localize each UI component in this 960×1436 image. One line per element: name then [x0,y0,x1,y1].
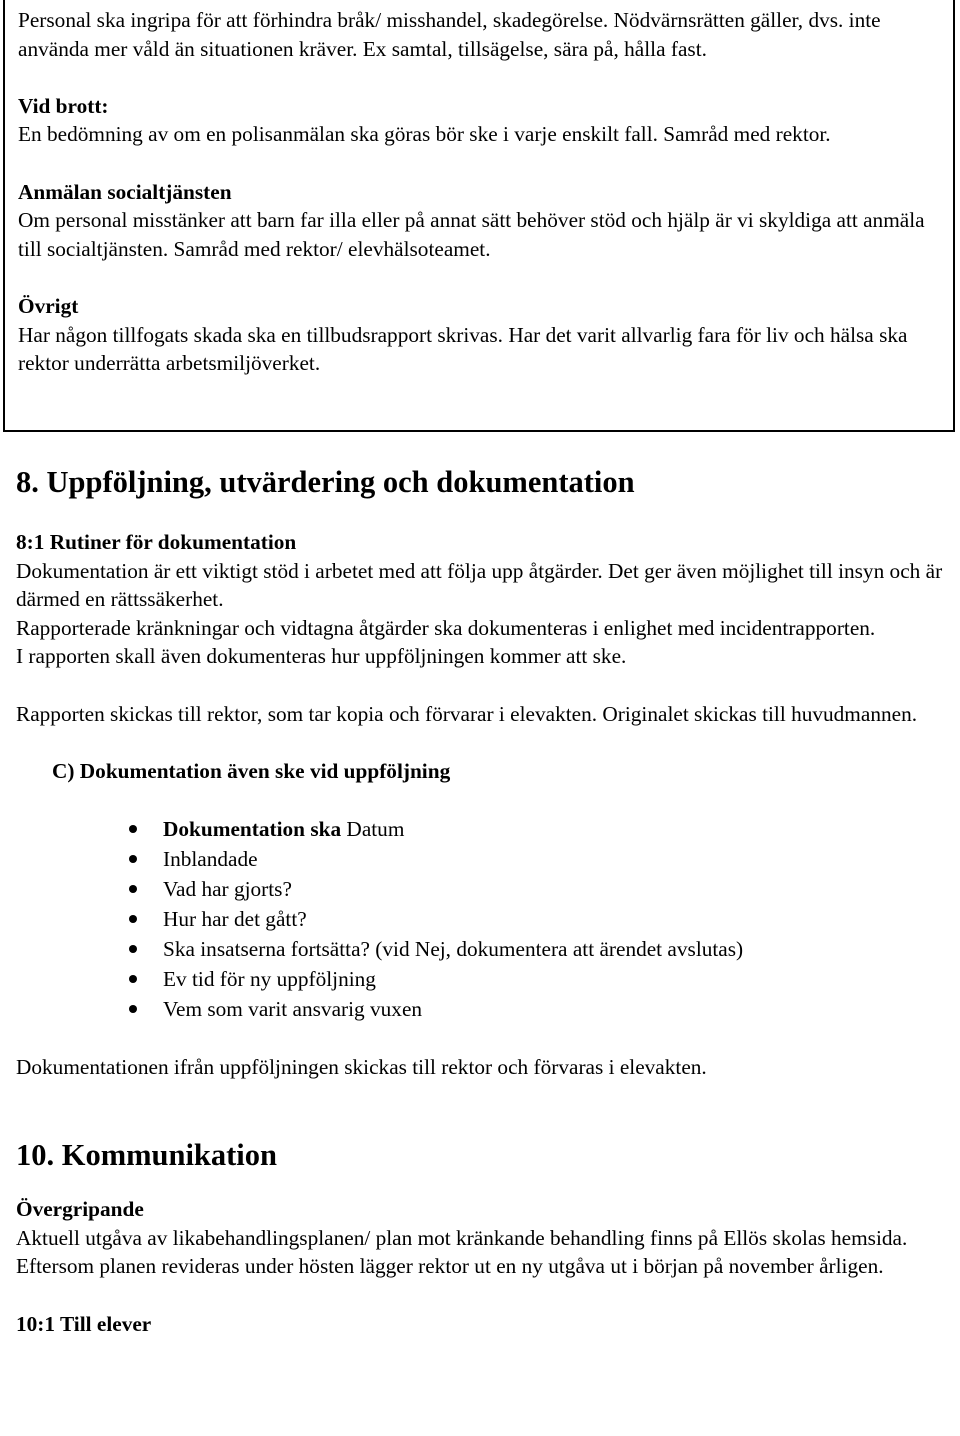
documentation-paragraph-2: Rapporterade kränkningar och vidtagna åtgärder ska dokumenteras i enlighet med incidentrapporten. [16,615,876,640]
overview-paragraph: Aktuell utgåva av likabehandlingsplanen/ plan mot kränkande behandling finns på Ellös skolas hemsida. Eftersom planen revideras under hösten lägger rektor ut en ny utgåva ut i början på november årligen. [16,1225,908,1279]
list-item [16,814,946,844]
list-item: Ska insatserna fortsätta? (vid Nej, dokumentera att ärendet avslutas) [16,934,946,964]
bullet-bold-label: Dokumentation ska [163,816,342,841]
crime-heading: Vid brott: [18,93,109,118]
bullet-icon [129,855,137,863]
bullet-rest-label: Datum [341,816,405,841]
documentation-paragraph-1: Dokumentation är ett viktigt stöd i arbetet med att följa upp åtgärder. Det ger även möjlighet till insyn och är därmed en rättssäkerhet. [16,558,943,612]
bullet-icon [129,975,137,983]
crime-paragraph: En bedömning av om en polisanmälan ska göras bör ske i varje enskilt fall. Samråd med rektor. [18,122,831,147]
section-8-1-heading: 8:1 Rutiner för dokumentation [16,530,297,554]
documentation-paragraph-4: Rapporten skickas till rektor, som tar kopia och förvarar i elevakten. Originalet skickas till huvudmannen. [16,701,918,726]
list-item: Hur har det gått? [16,904,946,934]
section-10-1-heading: 10:1 Till elever [16,1311,152,1336]
list-item: Vad har gjorts? [16,874,946,904]
other-paragraph: Har någon tillfogats skada ska en tillbudsrapport skrivas. Har det varit allvarlig fara för liv och hälsa ska rektor underrätta arbetsmiljöverket. [18,322,908,376]
section-8-title: 8. Uppföljning, utvärdering och dokumentation [16,465,635,499]
bullet-icon [129,885,137,893]
follow-up-closing-paragraph: Dokumentationen ifrån uppföljningen skickas till rektor och förvaras i elevakten. [16,1054,707,1079]
main-content [16,462,946,1338]
overview-heading: Övergripande [16,1197,144,1222]
follow-up-list [16,814,946,1024]
section-c-heading: C) Dokumentation även ske vid uppföljning [52,758,451,783]
list-item: Vem som varit ansvarig vuxen [16,994,946,1024]
framed-text-box [3,0,955,432]
documentation-paragraph-3: I rapporten skall även dokumenteras hur uppföljningen kommer att ske. [16,644,627,669]
bullet-icon [129,945,137,953]
list-item: Inblandade [16,844,946,874]
bullet-icon [129,1005,137,1013]
social-services-heading: Anmälan socialtjänsten [18,179,232,204]
bullet-icon [129,915,137,923]
section-10-title: 10. Kommunikation [16,1138,277,1173]
intervention-paragraph: Personal ska ingripa för att förhindra bråk/ misshandel, skadegörelse. Nödvärnsrätten gäller, dvs. inte använda mer våld än situationen kräver. Ex samtal, tillsägelse, sära på, hålla fast. [18,8,881,61]
other-heading: Övrigt [18,293,79,318]
bullet-icon [129,825,137,833]
list-item: Ev tid för ny uppföljning [16,964,946,994]
social-services-paragraph: Om personal misstänker att barn far illa eller på annat sätt behöver stöd och hjälp är vi skyldiga att anmäla till socialtjänsten. Samråd med rektor/ elevhälsoteamet. [18,208,925,261]
